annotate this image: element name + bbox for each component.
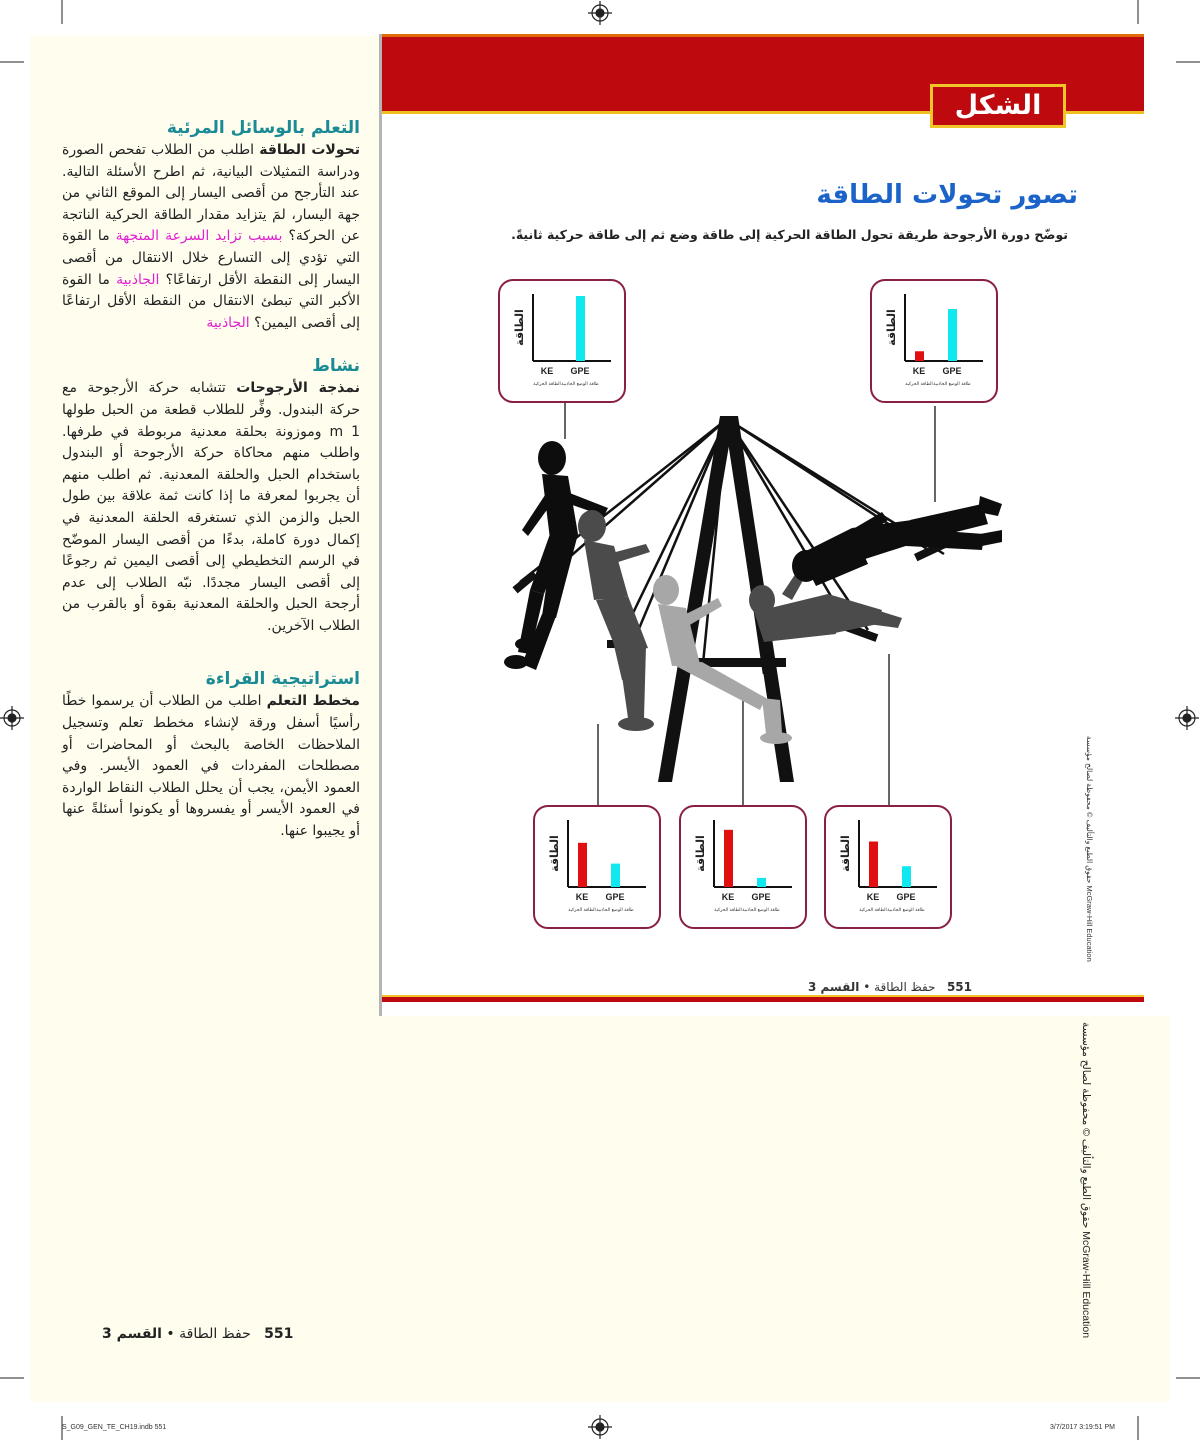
panel-bottom-band (382, 995, 1144, 1002)
ke-sublabel: الطاقة الحركية (859, 908, 887, 913)
credit-vertical: حقوق الطبع والتأليف © محفوظة لصالح مؤسسة McGraw-Hill Education (1080, 1022, 1092, 1339)
registration-mark-right (1175, 706, 1199, 730)
answer-2: الجاذبية (116, 271, 160, 288)
reading-strategy-text: مخطط التعلم اطلب من الطلاب أن يرسموا خطًا رأسيًا أسفل ورقة لإنشاء مخطط تعلم وتسجيل الملاحظات الخاصة بالبحث أو المحاضرات أو مصطلحات المفردات في العمود الأيسر. وفي العمود الأيمن، يجب أن يحلل الطلاب النقاط الواردة في العمود الأيسر أو يفسروها أو يكونوا أسئلةً عنها أو يجيبوا عنها. (62, 693, 360, 840)
gpe-sublabel: طاقة الوضع الجاذبية (933, 382, 971, 387)
figure-description: توضّح دورة الأرجوحة طريقة تحول الطاقة الحركية إلى طاقة وضع ثم إلى طاقة حركية ثانيةً. (511, 227, 1068, 242)
registration-mark-bottom (588, 1415, 612, 1439)
ke-sublabel: الطاقة الحركية (714, 908, 742, 913)
figure-title: تصور تحولات الطاقة (816, 180, 1078, 210)
learning-outline-label: مخطط التعلم (266, 693, 360, 710)
gpe-label: GPE (942, 366, 962, 376)
figure-number-badge: الشكل 13 (930, 84, 1066, 128)
ke-bar (724, 830, 733, 887)
gpe-sublabel: طاقة الوضع الجاذبية (742, 908, 780, 913)
chart-axis-label: الطاقة (694, 835, 707, 872)
chart-axis-label: الطاقة (548, 835, 561, 872)
ke-bar (869, 842, 878, 888)
gpe-sublabel: طاقة الوضع الجاذبية (887, 908, 925, 913)
answer-3: الجاذبية (206, 314, 250, 331)
ke-label: KE (912, 366, 926, 376)
print-slug-right: 3/7/2017 3:19:51 PM (1050, 1424, 1115, 1431)
gpe-bar (576, 296, 585, 361)
teacher-sidebar (62, 118, 360, 843)
chart-axis-label: الطاقة (513, 309, 526, 346)
gpe-sublabel: طاقة الوضع الجاذبية (596, 908, 634, 913)
ke-bar (915, 351, 924, 361)
gpe-label: GPE (570, 366, 590, 376)
page-footer: 551 حفظ الطاقة • القسم 3 (102, 1326, 294, 1342)
visual-learning-text: تحولات الطاقة اطلب من الطلاب تفحص الصورة ودراسة التمثيلات البيانية، ثم اطرح الأسئلة التالية. عند التأرجح من أقصى اليسار إلى الموقع الثاني من جهة اليسار، لمَ يتزايد مقدار الطاقة الحركية الناتجة عن الحركة؟ بسبب تزايد السرعة المتجهة ما القوة التي تؤدي إلى التسارع خلال الانتقال من أقصى اليسار إلى النقطة الأقل ارتفاعًا؟ الجاذبية ما القوة الأكبر التي تبطئ الانتقال من النقطة الأقل ارتفاعًا إلى أقصى اليمين؟ الجاذبية (62, 142, 360, 331)
chart-axis-label: الطاقة (839, 835, 852, 872)
figure-panel (379, 34, 1172, 1016)
gpe-label: GPE (605, 892, 625, 902)
ke-sublabel: الطاقة الحركية (905, 382, 933, 387)
panel-footer: 551 حفظ الطاقة • القسم 3 (807, 980, 972, 994)
registration-mark-top (588, 1, 612, 25)
visual-learning-heading: التعلم بالوسائل المرئية (166, 118, 360, 138)
gpe-bar (948, 309, 957, 361)
ke-bar (578, 843, 587, 887)
activity-text: نمذجة الأرجوحات تتشابه حركة الأرجوحة مع حركة البندول. وفِّر للطلاب قطعة من الحبل طولها 1 m وموزونة بحلقة معدنية مربوطة في طرفها. واطلب منهم محاكاة حركة الأرجوحة أو البندول باستخدام الحبل والحلقة المعدنية. ثم اطلب منهم أن يجربوا لمعرفة ما إذا كانت ثمة علاقة بين طول الحبل والزمن الذي تستغرقه الحلقة المعدنية في إكمال دورة كاملة، بدءًا من أقصى اليسار الموضّح في الرسم التخطيطي إلى أقصى اليمين ثم رجوعًا إلى أقصى اليسار مجددًا. نبّه الطلاب إلى عدم أرجحة الحبل والحلقة المعدنية بقوة أو بالقرب من الطلاب الآخرين. (62, 380, 360, 634)
energy-charts-svg (382, 34, 1172, 974)
reading-strategy-heading: استراتيجية القراءة (205, 669, 360, 690)
registration-mark-left (0, 706, 24, 730)
ke-sublabel: الطاقة الحركية (533, 382, 561, 387)
ke-sublabel: الطاقة الحركية (568, 908, 596, 913)
chart-axis-label: الطاقة (885, 309, 898, 346)
activity-heading: نشاط (312, 356, 360, 377)
energy-transformations-label: تحولات الطاقة (259, 142, 360, 158)
print-slug-left: S_G09_GEN_TE_CH19.indb 551 (62, 1424, 167, 1431)
answer-1: بسبب تزايد السرعة المتجهة (115, 228, 283, 245)
gpe-bar (902, 866, 911, 887)
ke-label: KE (866, 892, 880, 902)
ke-label: KE (540, 366, 554, 376)
gpe-sublabel: طاقة الوضع الجاذبية (561, 382, 599, 387)
gpe-label: GPE (896, 892, 916, 902)
ke-label: KE (575, 892, 589, 902)
credit-vertical-small: حقوق الطبع والتأليف © محفوظة لصالح مؤسسة McGraw-Hill Education (1085, 736, 1094, 962)
gpe-label: GPE (751, 892, 771, 902)
ke-label: KE (721, 892, 735, 902)
swing-modeling-label: نمذجة الأرجوحات (236, 380, 360, 397)
gpe-bar (757, 878, 766, 887)
gpe-bar (611, 864, 620, 887)
